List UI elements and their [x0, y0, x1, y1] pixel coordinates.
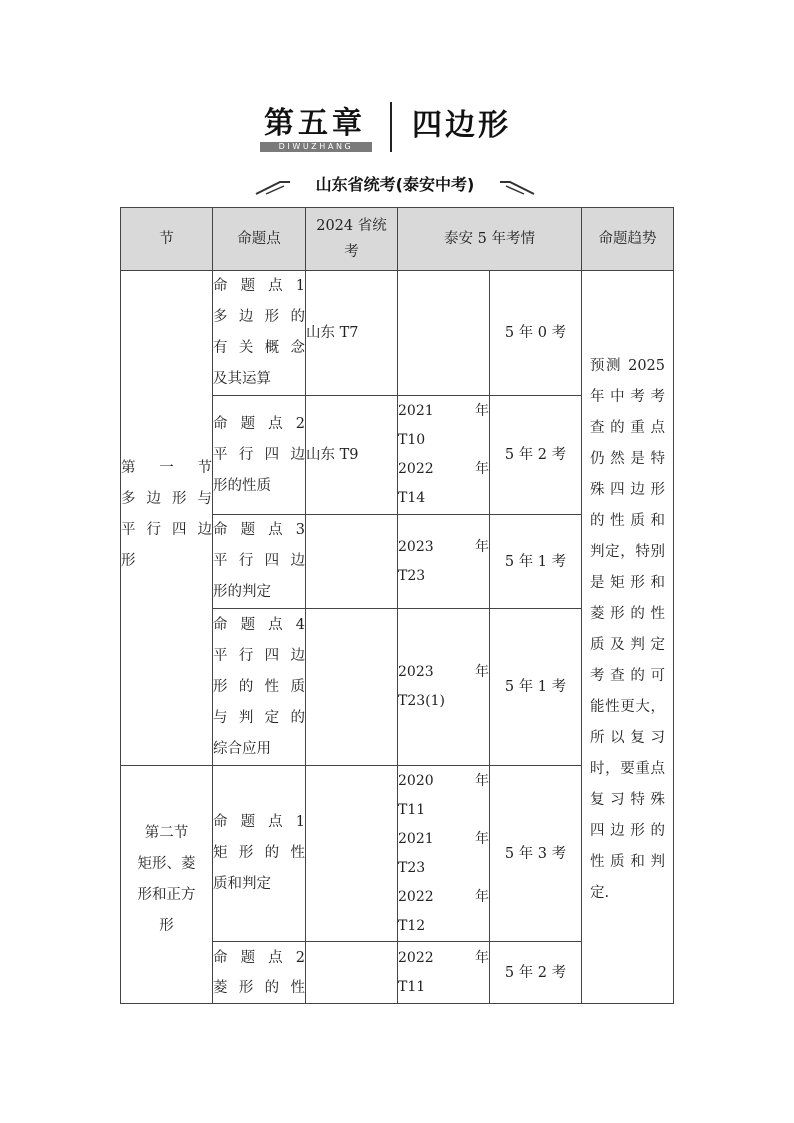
point-line: 多 边 形 的 — [213, 309, 305, 325]
point-line: 命 题 点 4 — [213, 616, 305, 633]
ref-line: T11 — [398, 801, 426, 818]
point-line: 与 判 定 的 — [213, 709, 305, 726]
taian-ref-cell — [398, 515, 490, 609]
point-line: 命 题 点 1 — [213, 278, 305, 294]
sd2024-cell — [306, 942, 398, 1004]
trend-line: 四 边 形 的 — [590, 823, 665, 839]
chapter-number: 第五章 — [264, 106, 366, 141]
trend-line: 殊 四 边 形 — [590, 482, 665, 498]
ref-line: T11 — [398, 978, 426, 995]
sd2024-cell: 山东 T7 — [306, 271, 398, 396]
sd2024-cell — [306, 515, 398, 609]
trend-line: 定. — [590, 885, 610, 901]
point-line: 平 行 四 边 — [213, 553, 305, 569]
freq-cell: 5 年 2 考 — [490, 942, 582, 1004]
header-sd2024-line2: 考 — [344, 244, 359, 260]
trend-line: 的 性 质 和 — [590, 513, 665, 529]
ref-line: 2022 年 — [398, 461, 489, 477]
point-line: 有 关 概 念 — [213, 340, 305, 356]
header-sd2024 — [306, 208, 398, 271]
ref-line: 2020 年 — [398, 772, 489, 789]
exam-subtitle — [250, 172, 540, 200]
subtitle-text: 山东省统考(泰安中考) — [315, 175, 475, 194]
ref-line: 2023 年 — [398, 664, 489, 680]
freq-cell: 5 年 1 考 — [490, 515, 582, 609]
point-cell — [213, 942, 306, 1004]
syllabus-table — [120, 207, 674, 1004]
ref-line: T10 — [398, 432, 426, 448]
section-line: 形和正方 — [137, 887, 196, 903]
taian-ref-cell — [398, 766, 490, 942]
header-point: 命题点 — [213, 208, 306, 271]
ref-line: T12 — [398, 917, 426, 934]
section-2-cell — [121, 766, 213, 1004]
trend-line: 复 习 特 殊 — [590, 792, 665, 808]
trend-line: 时，要重点 — [590, 761, 665, 777]
trend-line: 质 及 判 定 — [590, 637, 665, 653]
chapter-title: 四边形 — [412, 108, 511, 143]
ref-line: 2022 年 — [398, 888, 489, 905]
sd2024-cell — [306, 766, 398, 942]
trend-line: 年 中 考 考 — [590, 389, 665, 405]
table-header-row — [121, 208, 674, 271]
trend-line: 所 以 复 习 — [590, 730, 665, 746]
ref-line: 2021 年 — [398, 403, 489, 419]
freq-cell: 5 年 3 考 — [490, 766, 582, 942]
chapter-header — [0, 100, 794, 160]
ref-line: T23(1) — [398, 693, 445, 709]
taian-ref-cell — [398, 942, 490, 1004]
sd2024-cell: 山东 T9 — [306, 396, 398, 515]
section-line: 形 — [159, 918, 174, 934]
section-line: 多边形与 — [121, 491, 212, 507]
section-line: 第 一 节 — [121, 460, 212, 476]
trend-line: 性 质 和 判 — [590, 854, 665, 870]
point-line: 质和判定 — [213, 876, 271, 892]
chapter-divider — [390, 102, 392, 152]
freq-cell: 5 年 0 考 — [490, 271, 582, 396]
header-sd2024-line1: 2024 省统 — [316, 218, 387, 234]
point-line: 命 题 点 1 — [213, 814, 305, 830]
trend-line: 判定，特别 — [590, 544, 665, 560]
ref-line: T23 — [398, 567, 426, 584]
sd2024-cell — [306, 609, 398, 766]
freq-cell: 5 年 2 考 — [490, 396, 582, 515]
point-line: 矩 形 的 性 — [213, 845, 305, 861]
trend-line: 是 矩 形 和 — [590, 575, 665, 591]
point-line: 及其运算 — [213, 371, 271, 387]
taian-ref-cell — [398, 609, 490, 766]
trend-line: 仍 然 是 特 — [590, 451, 665, 467]
section-line: 第二节 — [144, 825, 189, 841]
point-line: 平 行 四 边 — [213, 446, 305, 463]
point-line: 命 题 点 2 — [213, 415, 305, 432]
point-line: 命 题 点 3 — [213, 522, 305, 538]
trend-line: 查 的 重 点 — [590, 420, 665, 436]
taian-ref-cell — [398, 271, 490, 396]
ref-line: T14 — [398, 490, 426, 506]
header-taian: 泰安 5 年考情 — [398, 208, 582, 271]
trend-line: 能性更大， — [590, 699, 665, 715]
point-cell — [213, 515, 306, 609]
section-1-cell — [121, 271, 213, 766]
point-cell — [213, 609, 306, 766]
trend-line: 预测 2025 — [590, 358, 665, 374]
point-line: 综合应用 — [213, 740, 271, 757]
point-line: 形的性质 — [213, 477, 271, 494]
chapter-pinyin: DIWUZHANG — [260, 142, 372, 152]
point-cell — [213, 396, 306, 515]
taian-ref-cell — [398, 396, 490, 515]
point-cell — [213, 766, 306, 942]
ref-line: 2023 年 — [398, 538, 489, 555]
header-section: 节 — [121, 208, 213, 271]
trend-line: 考 查 的 可 — [590, 668, 665, 684]
point-line: 命 题 点 2 — [213, 949, 305, 966]
trend-cell — [582, 271, 674, 1004]
point-line: 菱 形 的 性 — [213, 979, 305, 996]
ref-line: 2022 年 — [398, 949, 489, 966]
trend-line: 菱 形 的 性 — [590, 606, 665, 622]
section-line: 形 — [121, 553, 136, 569]
header-trend: 命题趋势 — [582, 208, 674, 271]
freq-cell: 5 年 1 考 — [490, 609, 582, 766]
table-row — [121, 271, 674, 396]
section-line: 矩形、菱 — [137, 856, 196, 872]
ref-line: 2021 年 — [398, 830, 489, 847]
point-line: 形 的 性 质 — [213, 678, 305, 695]
point-cell — [213, 271, 306, 396]
ref-line: T23 — [398, 859, 426, 876]
point-line: 形的判定 — [213, 584, 271, 600]
point-line: 平 行 四 边 — [213, 647, 305, 664]
section-line: 平行四边 — [121, 522, 212, 538]
